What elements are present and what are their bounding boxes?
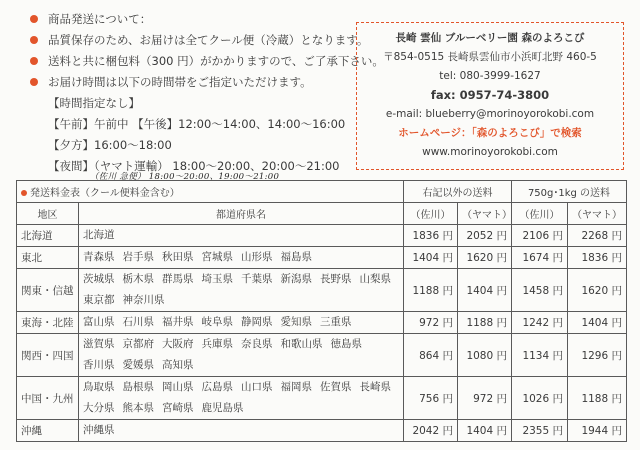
- price-cell: 1404 円: [404, 247, 458, 269]
- bullet-icon: [30, 36, 38, 44]
- col-other-regions: 右記以外の送料: [404, 181, 512, 203]
- region-name: 北海道: [17, 225, 79, 247]
- prefecture: 宮崎県: [162, 402, 194, 414]
- prefecture: 山梨県: [359, 273, 391, 285]
- prefecture: 高知県: [162, 359, 194, 371]
- region-name: 関東・信越: [17, 269, 79, 312]
- prefecture: 香川県: [83, 359, 115, 371]
- header-area: 地区: [17, 203, 79, 225]
- col-heavy: 750g･1kg の送料: [512, 181, 627, 203]
- note-cool-delivery: 品質保存のため、お届けは全てクール便（冷蔵）となります。: [20, 29, 360, 50]
- header-sagawa: （佐川）: [512, 203, 568, 225]
- table-row: [17, 247, 627, 269]
- prefecture: 神奈川県: [122, 294, 165, 306]
- price-cell: 2268 円: [568, 225, 627, 247]
- prefecture: 富山県: [83, 316, 115, 328]
- region-name: 関西・四国: [17, 334, 79, 377]
- prefecture: 埼玉県: [201, 273, 233, 285]
- prefecture-list: [79, 420, 404, 442]
- bullet-icon: [30, 78, 38, 86]
- prefecture: 東京都: [83, 294, 115, 306]
- table-row: [17, 225, 627, 247]
- homepage-search: ホームページ：「森のよろこび」で検索: [398, 127, 582, 139]
- prefecture-list: [79, 312, 404, 334]
- email: e-mail: blueberry@morinoyorokobi.com: [385, 108, 595, 120]
- price-cell: 972 円: [458, 377, 512, 420]
- prefecture: 秋田県: [162, 251, 194, 263]
- prefecture: 徳島県: [330, 338, 362, 350]
- prefecture: 島根県: [122, 381, 154, 393]
- price-cell: 1188 円: [568, 377, 627, 420]
- prefecture: 福井県: [162, 316, 194, 328]
- prefecture: 石川県: [122, 316, 154, 328]
- prefecture-list: [79, 225, 404, 247]
- price-cell: 2042 円: [404, 420, 458, 442]
- handwritten-note: （佐川 急便） 18:00～20:00、19:00～21:00: [90, 172, 280, 182]
- price-cell: 1404 円: [458, 420, 512, 442]
- fax: fax: 0957-74-3800: [430, 88, 550, 102]
- price-cell: 972 円: [404, 312, 458, 334]
- prefecture: 熊本県: [122, 402, 154, 414]
- prefecture-list: [79, 377, 404, 420]
- price-cell: 2052 円: [458, 225, 512, 247]
- header-sagawa: （佐川）: [404, 203, 458, 225]
- region-name: 沖縄: [17, 420, 79, 442]
- prefecture: 静岡県: [241, 316, 273, 328]
- shipping-notes: [20, 8, 384, 176]
- prefecture: 岩手県: [122, 251, 154, 263]
- prefecture: 岐阜県: [201, 316, 233, 328]
- prefecture: 佐賀県: [320, 381, 352, 393]
- price-cell: 1944 円: [568, 420, 627, 442]
- prefecture: 山形県: [241, 251, 273, 263]
- prefecture: 京都府: [122, 338, 154, 350]
- region-name: 中国・九州: [17, 377, 79, 420]
- prefecture: 山口県: [241, 381, 273, 393]
- prefecture: 広島県: [201, 381, 233, 393]
- prefecture: 滋賀県: [83, 338, 115, 350]
- time-morning-afternoon: 【午前】午前中 【午後】12:00～14:00、14:00～16:00: [48, 116, 346, 131]
- table-title: 発送料金表（クール便料金含む）: [17, 181, 404, 203]
- prefecture: 鳥取県: [83, 381, 115, 393]
- prefecture: 宮城県: [201, 251, 233, 263]
- prefecture: 奈良県: [241, 338, 273, 350]
- prefecture-list: [79, 247, 404, 269]
- header-yamato: （ヤマト）: [568, 203, 627, 225]
- price-cell: 1404 円: [458, 269, 512, 312]
- prefecture: 大阪府: [162, 338, 194, 350]
- price-cell: 1188 円: [458, 312, 512, 334]
- prefecture: 千葉県: [241, 273, 273, 285]
- table-row: [17, 377, 627, 420]
- address: 〒854-0515 長崎県雲仙市小浜町北野 460-5: [383, 51, 597, 63]
- price-cell: 1620 円: [458, 247, 512, 269]
- prefecture-list: [79, 269, 404, 312]
- price-cell: 1674 円: [512, 247, 568, 269]
- contact-box: [356, 22, 624, 170]
- prefecture: 群馬県: [162, 273, 194, 285]
- price-cell: 2355 円: [512, 420, 568, 442]
- website-url: www.morinoyorokobi.com: [422, 146, 558, 158]
- prefecture: 長野県: [320, 273, 352, 285]
- header-yamato: （ヤマト）: [458, 203, 512, 225]
- bullet-icon: [21, 190, 27, 196]
- prefecture: 福島県: [280, 251, 312, 263]
- prefecture: 大分県: [83, 402, 115, 414]
- price-cell: 1080 円: [458, 334, 512, 377]
- time-none: 【時間指定なし】: [48, 95, 140, 110]
- region-name: 東北: [17, 247, 79, 269]
- note-heading: 商品発送について：: [20, 8, 360, 29]
- price-cell: 1296 円: [568, 334, 627, 377]
- price-cell: 1242 円: [512, 312, 568, 334]
- prefecture: 兵庫県: [201, 338, 233, 350]
- bullet-icon: [30, 57, 38, 65]
- prefecture: 愛媛県: [122, 359, 154, 371]
- price-cell: 1026 円: [512, 377, 568, 420]
- prefecture: 鹿児島県: [201, 402, 244, 414]
- table-row: [17, 420, 627, 442]
- table-row: [17, 269, 627, 312]
- header-prefs: 都道府県名: [79, 203, 404, 225]
- price-cell: 2106 円: [512, 225, 568, 247]
- prefecture: 青森県: [83, 251, 115, 263]
- time-night: 【夜間】（ヤマト運輸） 18:00～20:00、20:00～21:00: [48, 158, 340, 173]
- price-cell: 1188 円: [404, 269, 458, 312]
- price-cell: 1134 円: [512, 334, 568, 377]
- price-cell: 756 円: [404, 377, 458, 420]
- prefecture: 和歌山県: [280, 338, 323, 350]
- table-row: [17, 312, 627, 334]
- prefecture: 愛知県: [280, 316, 312, 328]
- bullet-icon: [30, 15, 38, 23]
- note-packing-fee: 送料と共に梱包料（300 円）がかかりますので、ご了承下さい。: [20, 50, 360, 71]
- prefecture: 栃木県: [122, 273, 154, 285]
- prefecture: 福岡県: [280, 381, 312, 393]
- table-title-row: [17, 181, 627, 203]
- price-cell: 1404 円: [568, 312, 627, 334]
- shipping-rate-table: [16, 180, 627, 442]
- price-cell: 1836 円: [404, 225, 458, 247]
- prefecture: 岡山県: [162, 381, 194, 393]
- note-delivery-time: お届け時間は以下の時間帯をご指定いただけます。: [20, 71, 360, 92]
- farm-name: 長崎 雲仙 ブルーベリー園 森のよろこび: [395, 32, 585, 44]
- table-header-row: [17, 203, 627, 225]
- region-name: 東海・北陸: [17, 312, 79, 334]
- prefecture: 新潟県: [280, 273, 312, 285]
- price-cell: 1458 円: [512, 269, 568, 312]
- prefecture: 三重県: [320, 316, 352, 328]
- price-cell: 864 円: [404, 334, 458, 377]
- table-row: [17, 334, 627, 377]
- prefecture: 長崎県: [359, 381, 391, 393]
- prefecture: 茨城県: [83, 273, 115, 285]
- tel: tel: 080-3999-1627: [439, 70, 541, 82]
- price-cell: 1836 円: [568, 247, 627, 269]
- prefecture: 沖縄県: [83, 424, 115, 436]
- price-cell: 1620 円: [568, 269, 627, 312]
- prefecture: 北海道: [83, 229, 115, 241]
- time-evening: 【夕方】16:00～18:00: [48, 137, 172, 152]
- prefecture-list: [79, 334, 404, 377]
